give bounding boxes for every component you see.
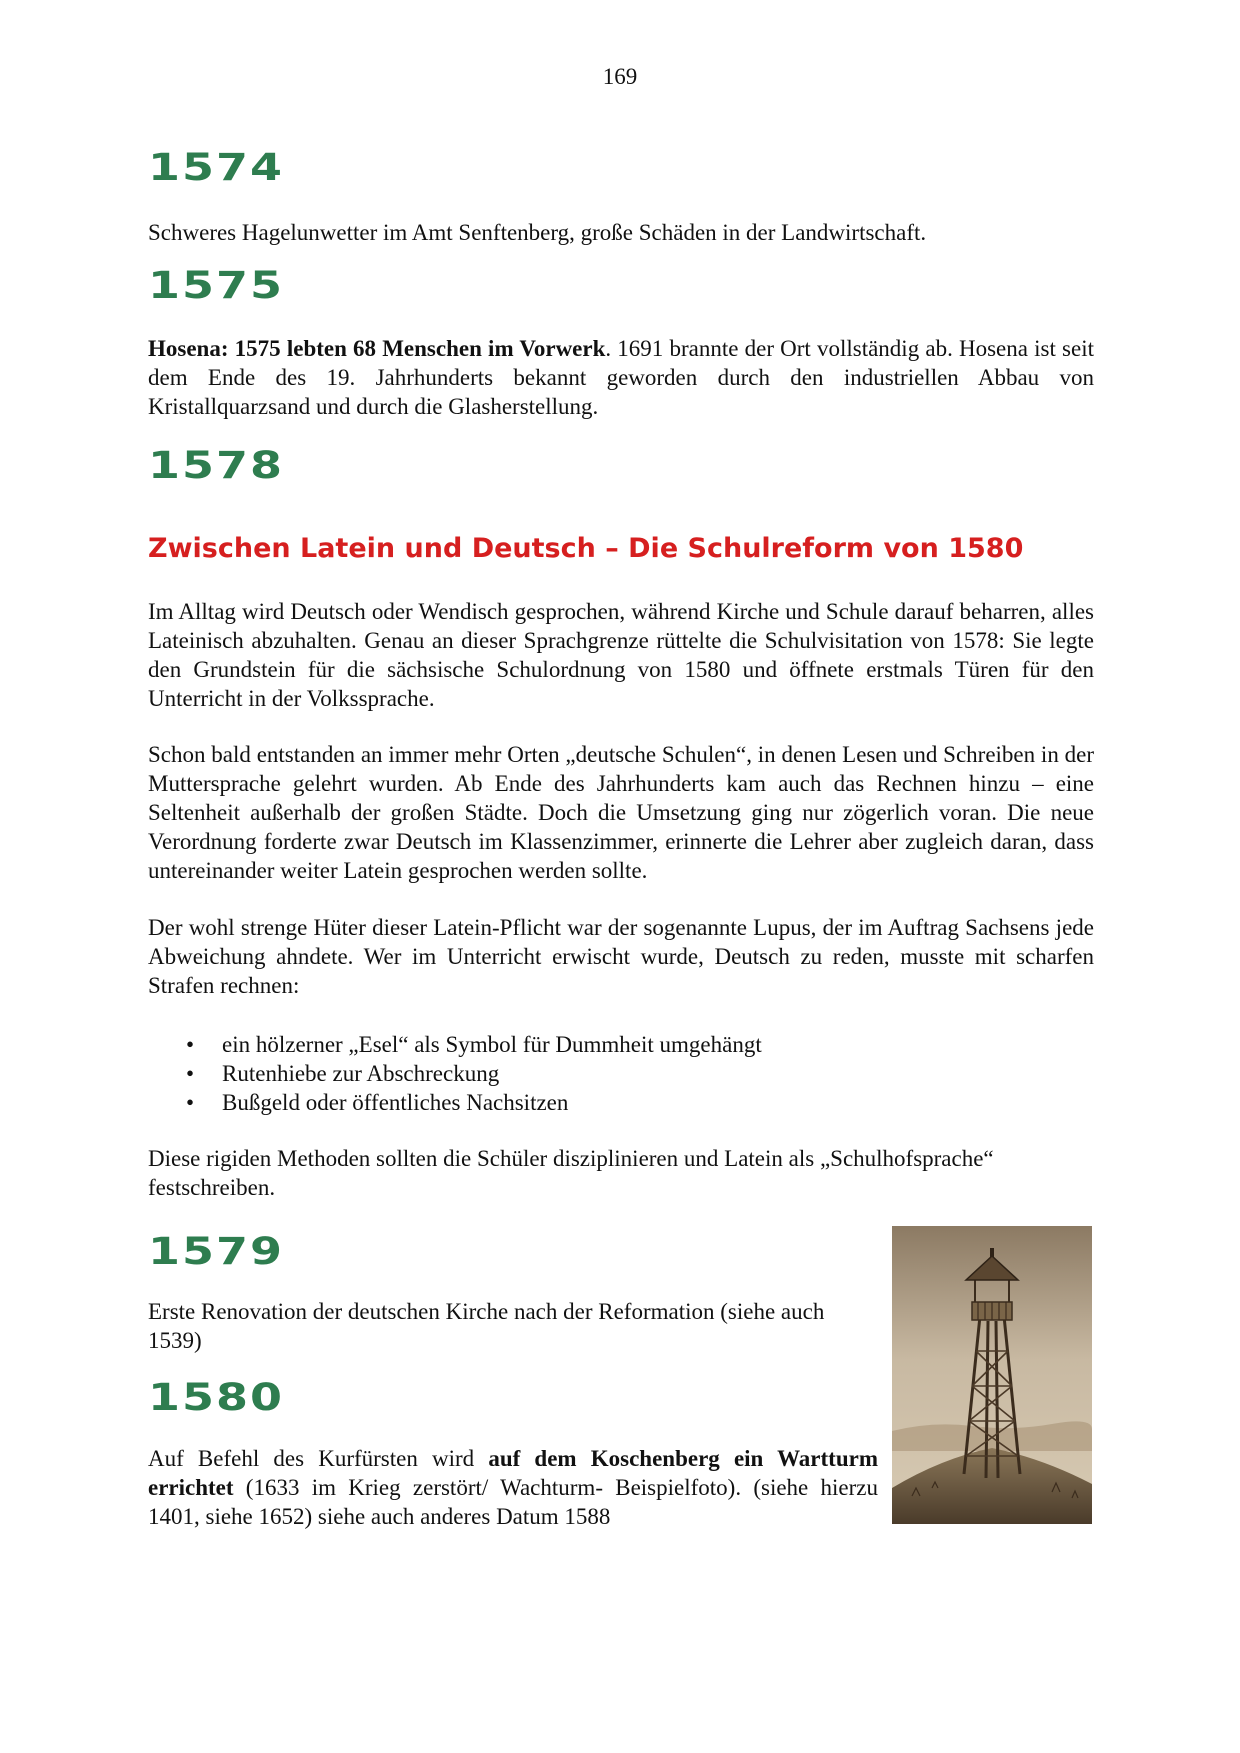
page-number: 169 [602,64,638,89]
entry-1580-bold: auf dem Koschenberg ein Wartturm errichtet [148,1446,878,1500]
entry-1575-rest: . 1691 brannte der Ort vollständig ab. Hosena ist seit dem Ende des 19. Jahrhunderts bekannt geworden durch den industriellen Abbau von Kristallquarzsand und durch die Glasherstellung. [148,336,1094,419]
entry-1575-text [148,334,1094,421]
entry-1574-text: Schweres Hagelunwetter im Amt Senftenberg, große Schäden in der Landwirtschaft. [148,220,927,245]
year-1578-heading: 1578 [148,442,285,487]
list-item: • ein hölzerner „Esel“ als Symbol für Dummheit umgehängt [186,1032,762,1057]
entry-1580-text: Auf Befehl des Kurfürsten wird auf dem Koschenberg ein Wartturm errichtet (1633 im Krieg zerstört/ Wachturm- Beispielfoto). (siehe hierzu 1401, siehe 1652) siehe auch anderes Datum 1588 [148,1446,878,1529]
bullet-icon: • [186,1061,195,1086]
year-1575-heading: 1575 [148,262,285,307]
year-1580-heading: 1580 [148,1374,285,1419]
year-1574-heading: 1574 [148,144,285,189]
watchtower-photo [892,1226,1092,1524]
bullet-icon: • [186,1032,195,1057]
paragraph-4: Diese rigiden Methoden sollten die Schüler disziplinieren und Latein als „Schulhofsprache“ festschreiben. [148,1146,994,1200]
punishment-list [148,1030,1048,1117]
entry-1575-bold: Hosena: 1575 lebten 68 Menschen im Vorwerk [148,336,606,361]
section-heading-schulreform: Zwischen Latein und Deutsch – Die Schulreform von 1580 [148,533,1024,564]
paragraph-1: Im Alltag wird Deutsch oder Wendisch gesprochen, während Kirche und Schule darauf beharren, alles Lateinisch abzuhalten. Genau an dieser Sprachgrenze rüttelte die Schulvisitation von 1578: Sie legte den Grundstein für die sächsische Schulordnung von 1580 und öffnete erstmals Türen für den Unterricht in der Volkssprache. [148,599,1094,711]
entry-1579-text: Erste Renovation der deutschen Kirche nach der Reformation (siehe auch 1539) [148,1299,825,1353]
paragraph-2: Schon bald entstanden an immer mehr Orten „deutsche Schulen“, in denen Lesen und Schreiben in der Muttersprache gelehrt wurden. Ab Ende des Jahrhunderts kam auch das Rechnen hinzu – eine Seltenheit außerhalb der großen Städte. Doch die Umsetzung ging nur zögerlich voran. Die neue Verordnung forderte zwar Deutsch im Klassenzimmer, erinnerte die Lehrer aber zugleich daran, dass untereinander weiter Latein gesprochen werden sollte. [148,742,1094,883]
list-item: • Bußgeld oder öffentliches Nachsitzen [186,1090,569,1115]
year-1579-heading: 1579 [148,1228,285,1273]
list-item: • Rutenhiebe zur Abschreckung [186,1061,500,1086]
bullet-icon: • [186,1090,195,1115]
paragraph-3: Der wohl strenge Hüter dieser Latein-Pflicht war der sogenannte Lupus, der im Auftrag Sachsens jede Abweichung ahndete. Wer im Unterricht erwischt wurde, Deutsch zu reden, musste mit scharfen Strafen rechnen: [148,915,1094,998]
